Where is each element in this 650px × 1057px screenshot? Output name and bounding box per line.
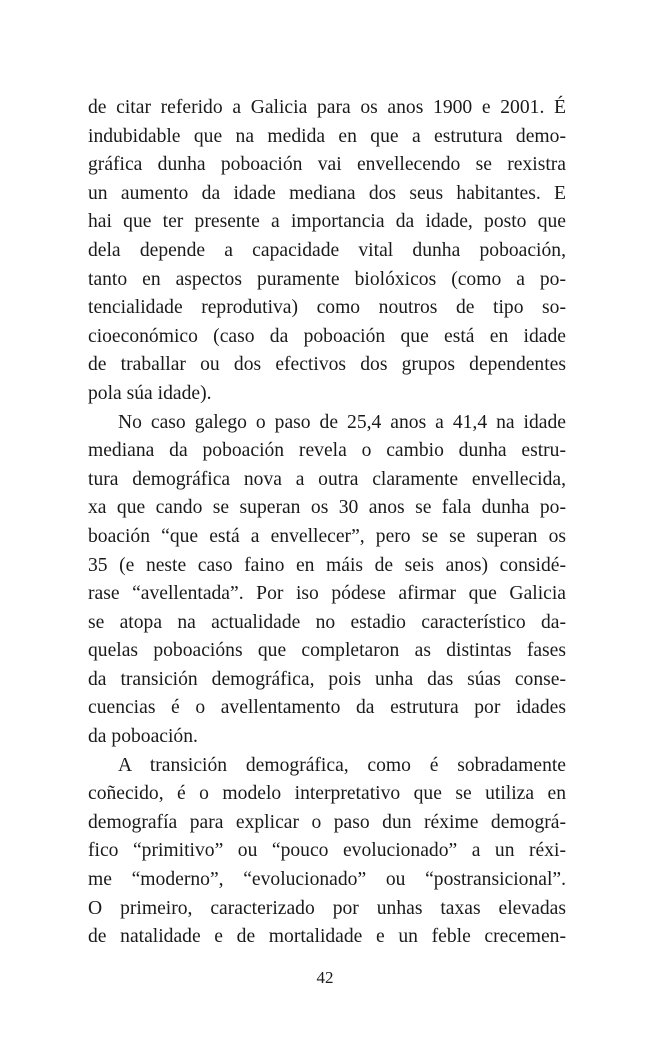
text-line: dela depende a capacidade vital dunha poboación, [88, 239, 566, 261]
text-line: tura demográfica nova a outra claramente envellecida, [88, 468, 566, 490]
text-line: 35 (e neste caso faino en máis de seis anos) considé- [88, 554, 566, 576]
text-line: xa que cando se superan os 30 anos se fala dunha po- [88, 497, 566, 519]
text-line: coñecido, é o modelo interpretativo que se utiliza en [88, 783, 566, 805]
text-line: da transición demográfica, pois unha das súas conse- [88, 668, 566, 690]
text-line: fico “primitivo” ou “pouco evolucionado” a un réxi- [88, 840, 566, 862]
text-line: boación “que está a envellecer”, pero se se superan os [88, 525, 566, 547]
text-line: indubidable que na medida en que a estrutura demo- [88, 125, 566, 147]
text-line: A transición demográfica, como é sobradamente [118, 754, 566, 776]
text-line: cuencias é o avellentamento da estrutura por idades [88, 697, 566, 719]
text-line: un aumento da idade mediana dos seus habitantes. E [88, 182, 566, 204]
text-line: gráfica dunha poboación vai envellecendo se rexistra [88, 154, 566, 176]
text-line: rase “avellentada”. Por iso pódese afirmar que Galicia [88, 583, 566, 605]
text-line: se atopa na actualidade no estadio característico da- [88, 611, 566, 633]
text-line: de natalidade e de mortalidade e un feble crecemen- [88, 926, 566, 948]
text-line: de citar referido a Galicia para os anos 1900 e 2001. É [88, 97, 566, 118]
text-line: da poboación. [88, 726, 198, 748]
text-line: mediana da poboación revela o cambio dunha estru- [88, 440, 566, 462]
text-line: pola súa idade). [88, 382, 212, 404]
paragraph-2 [88, 409, 566, 752]
text-line: cioeconómico (caso da poboación que está en idade [88, 325, 566, 347]
page-number: 42 [316, 968, 334, 987]
text-line: No caso galego o paso de 25,4 anos a 41,4 na idade [118, 411, 566, 433]
text-line: quelas poboacións que completaron as distintas fases [88, 640, 566, 662]
body-text [88, 94, 566, 952]
text-line: tanto en aspectos puramente biolóxicos (como a po- [88, 268, 566, 290]
paragraph-1 [88, 94, 566, 409]
paragraph-3 [88, 752, 566, 952]
text-line: tencialidade reprodutiva) como noutros de tipo so- [88, 297, 566, 319]
text-line: de traballar ou dos efectivos dos grupos dependentes [88, 354, 566, 376]
text-line: O primeiro, caracterizado por unhas taxas elevadas [88, 897, 566, 919]
text-line: hai que ter presente a importancia da idade, posto que [88, 211, 566, 233]
text-line: demografía para explicar o paso dun réxime demográ- [88, 811, 566, 833]
text-line: me “moderno”, “evolucionado” ou “postransicional”. [88, 869, 566, 891]
